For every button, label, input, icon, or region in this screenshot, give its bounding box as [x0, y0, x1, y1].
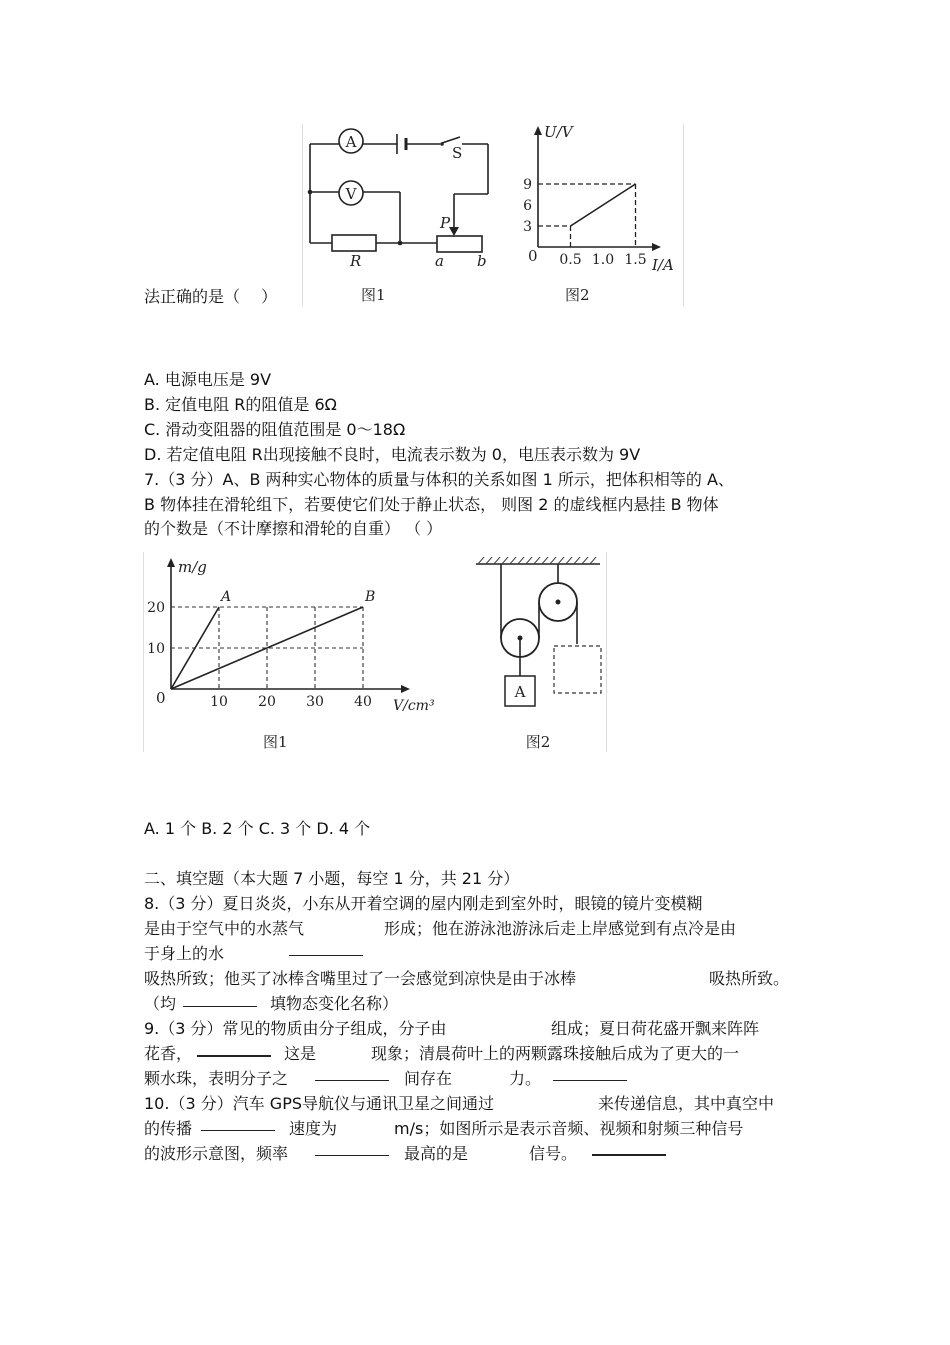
q10-blank-3[interactable]: [592, 1140, 666, 1156]
m-v-x-tick-2: 30: [306, 694, 324, 710]
m-v-x-tick-1: 20: [258, 694, 276, 710]
q6-option-d: D. 若定值电阻 R出现接触不良时，电流表示数为 0，电压表示数为 9V: [144, 445, 641, 464]
q7-options: A. 1 个 B. 2 个 C. 3 个 D. 4 个: [144, 819, 371, 838]
q9-line-1a: 9.（3 分）常见的物质由分子组成，分子由: [144, 1019, 447, 1038]
q7-figure1-caption: 图1: [263, 733, 288, 751]
q6-option-b: B. 定值电阻 R的阻值是 6Ω: [144, 395, 337, 414]
q6-option-a: A. 电源电压是 9V: [144, 370, 272, 389]
q9-blank-3[interactable]: [553, 1066, 627, 1081]
ammeter-label: A: [345, 133, 357, 151]
u-i-x-tick-2: 1.5: [624, 252, 647, 268]
mass-volume-graph: [143, 552, 443, 752]
u-i-graph: [523, 123, 682, 306]
slider-arrow: [449, 227, 459, 236]
resistor-label: R: [350, 252, 362, 270]
u-i-x-tick-0: 0.5: [559, 252, 582, 268]
q7-stem-line-2: B 物体挂在滑轮组下，若要使它们处于静止状态， 则图 2 的虚线框内悬挂 B 物体: [144, 495, 719, 514]
q7-stem-line-1: 7.（3 分）A、B 两种实心物体的质量与体积的关系如图 1 所示，把体积相等的 A、: [144, 470, 734, 489]
q9-line-3a: 颗水珠，表明分子之: [144, 1069, 289, 1088]
q6-stem-tail: 法正确的是（ ）: [144, 287, 278, 306]
q8-line-3: 于身上的水: [144, 944, 225, 963]
q8-line-4b: 吸热所致。: [709, 969, 790, 988]
u-i-y-tick-0: 3: [523, 219, 532, 235]
q8-line-2b: 形成；他在游泳池游泳后走上岸感觉到有点冷是由: [384, 919, 737, 938]
q8-line-4a: 吸热所致；他买了冰棒含嘴里过了一会感觉到凉快是由于冰棒: [144, 969, 577, 988]
m-v-x-tick-0: 10: [210, 694, 228, 710]
q10-blank-1[interactable]: [201, 1116, 275, 1131]
q10-line-2c: m/s；如图所示是表示音频、视频和射频三种信号: [394, 1119, 744, 1138]
q7-stem-line-3: 的个数是（不计摩擦和滑轮的自重） （ ）: [144, 519, 443, 538]
switch-label: S: [452, 144, 463, 162]
u-i-y-arrow: [534, 126, 542, 135]
u-i-y-tick-1: 6: [523, 198, 532, 214]
u-i-ylabel: U/V: [544, 123, 573, 141]
m-v-x-arrow: [401, 685, 410, 693]
u-i-x-tick-1: 1.0: [591, 252, 615, 268]
m-v-origin: 0: [156, 689, 166, 707]
q8-blank-2[interactable]: [183, 992, 257, 1007]
q8-line-5b: 填物态变化名称）: [270, 994, 399, 1013]
junction-dot: [398, 241, 403, 246]
m-v-series-label-b: B: [365, 589, 376, 605]
q10-line-3c: 信号。: [529, 1144, 578, 1163]
m-v-series-label-a: A: [221, 589, 232, 605]
q9-line-2b: 这是: [284, 1044, 317, 1063]
q8-line-1: 8.（3 分）夏日炎炎，小东从开着空调的屋内刚走到室外时，眼镜的镜片变模糊: [144, 894, 703, 913]
figure2-caption: 图2: [565, 286, 590, 304]
voltmeter-symbol: [339, 181, 363, 205]
q9-blank-2[interactable]: [315, 1066, 389, 1081]
q10-line-2a: 的传播: [144, 1119, 193, 1138]
u-i-y-tick-2: 9: [523, 177, 532, 193]
figure1-caption: 图1: [361, 286, 386, 304]
m-v-y-tick-1: 20: [147, 600, 165, 616]
q10-line-3a: 的波形示意图，频率: [144, 1144, 289, 1163]
q7-figure2-caption: 图2: [525, 733, 551, 751]
q9-line-2a: 花香，: [144, 1044, 193, 1063]
u-i-origin: 0: [528, 247, 538, 265]
q8-blank-1[interactable]: [289, 943, 363, 956]
rheostat-end-a-label: a: [435, 252, 444, 270]
q10-line-2b: 速度为: [289, 1119, 338, 1138]
m-v-axes: [171, 566, 401, 689]
slider-label: P: [440, 214, 451, 232]
q8-line-5a: （均: [144, 994, 177, 1013]
q9-line-3c: 力。: [509, 1069, 542, 1088]
switch-contact: [440, 142, 444, 146]
q10-blank-2[interactable]: [315, 1141, 389, 1156]
m-v-ylabel: m/g: [178, 558, 207, 576]
u-i-axes: [538, 134, 653, 247]
pulley-system: [470, 552, 605, 752]
q10-line-1a: 10.（3 分）汽车 GPS导航仪与通讯卫星之间通过: [144, 1094, 495, 1113]
q6-option-c: C. 滑动变阻器的阻值范围是 0～18Ω: [144, 420, 406, 439]
q8-line-2a: 是由于空气中的水蒸气: [144, 919, 305, 938]
section2-title: 二、填空题（本大题 7 小题，每空 1 分，共 21 分）: [144, 869, 520, 888]
block-a-label: A: [514, 683, 526, 701]
m-v-y-arrow: [167, 558, 175, 567]
m-v-xlabel: V/cm³: [393, 698, 435, 714]
ammeter-symbol: [339, 129, 363, 153]
q9-blank-1[interactable]: [197, 1041, 271, 1057]
q10-line-3b: 最高的是: [404, 1144, 469, 1163]
u-i-x-arrow: [652, 243, 661, 251]
dashed-box: [554, 646, 601, 693]
junction-dot: [308, 190, 313, 195]
q9-line-2c: 现象；清晨荷叶上的两颗露珠接触后成为了更大的一: [371, 1044, 740, 1063]
u-i-line-series: [571, 184, 636, 226]
voltmeter-label: V: [345, 185, 357, 203]
circuit-diagram: [302, 124, 532, 306]
rheostat-end-b-label: b: [477, 252, 487, 270]
q9-line-1b: 组成；夏日荷花盛开飘来阵阵: [551, 1019, 760, 1038]
u-i-xlabel: I/A: [652, 256, 674, 274]
q9-line-3b: 间存在: [404, 1069, 453, 1088]
q10-line-1b: 来传递信息，其中真空中: [598, 1094, 775, 1113]
m-v-y-tick-0: 10: [147, 641, 165, 657]
m-v-x-tick-3: 40: [354, 694, 372, 710]
